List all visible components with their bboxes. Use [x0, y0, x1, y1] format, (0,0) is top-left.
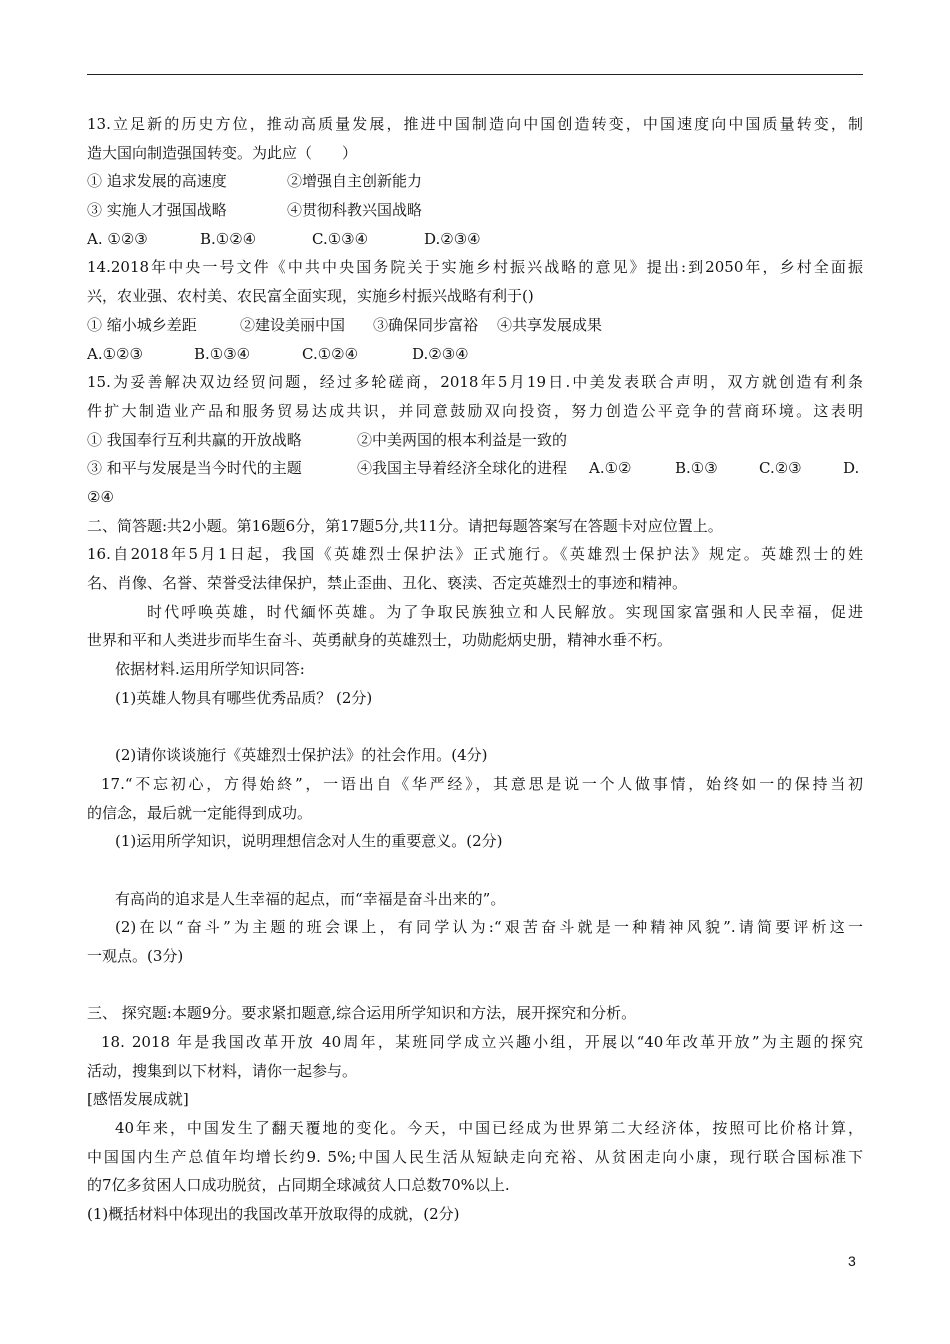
q14-stem-line-1: 14.2018年中央一号文件《中共中央国务院关于实施乡村振兴战略的意见》提出:到2050年，乡村全面振	[87, 258, 863, 277]
q18-material-line-2: 中国国内生产总值年均增长约9. 5%;中国人民生活从短缺走向充裕、从贫困走向小康，现行联合国标准下	[87, 1147, 863, 1166]
q16-sub-question-2: (2)请你谈谈施行《英雄烈士保护法》的社会作用。(4分)	[115, 746, 488, 765]
q14-stem-line-2: 兴，农业强、农村美、农民富全面实现，实施乡村振兴战略有利于()	[87, 287, 534, 306]
q13-option-b: B.①②④	[200, 229, 257, 248]
page-content	[87, 110, 863, 1229]
q17-stem-line-2: 的信念，最后就一定能得到成功。	[87, 803, 313, 822]
page-number: 3	[848, 1253, 856, 1269]
q13-option-d: D.②③④	[424, 229, 481, 248]
q14-statement-1: ① 缩小城乡差距	[87, 315, 197, 334]
section-3-heading: 三、 探究题:本题9分。要求紧扣题意,综合运用所学知识和方法，展开探究和分析。	[87, 1004, 637, 1023]
q17-sub-question-2-line-2: 一观点。(3分)	[87, 946, 184, 965]
q15-stem-line-2: 件扩大制造业产品和服务贸易达成共识，并同意鼓励双向投资，努力创造公平竞争的营商环境。这表明	[87, 401, 863, 420]
q17-sub-question-2-line-1: (2)在以“奋斗”为主题的班会课上，有同学认为:“艰苦奋斗就是一种精神风貌”.请简要评析这一	[115, 918, 863, 937]
q16-stem-line-1: 16.自2018年5月1日起，我国《英雄烈士保护法》正式施行。《英雄烈士保护法》规定。英雄烈士的姓	[87, 545, 863, 564]
q18-material-line-1: 40年来，中国发生了翻天覆地的变化。今天，中国已经成为世界第二大经济体，按照可比价格计算，	[115, 1119, 863, 1138]
q13-stem-line-1: 13.立足新的历史方位，推动高质量发展，推进中国制造向中国创造转变，中国速度向中国质量转变，制	[87, 115, 863, 133]
q13-option-c: C.①③④	[312, 229, 369, 248]
q18-sub-question-1: (1)概括材料中体现出的我国改革开放取得的成就，(2分)	[87, 1205, 460, 1224]
q14-statement-4: ④共享发展成果	[497, 315, 603, 334]
q17-answer-space-2	[87, 971, 863, 1000]
q15-statement-3: ③ 和平与发展是当今时代的主题	[87, 459, 302, 478]
q15-option-c: C.②③	[759, 459, 802, 478]
q14-option-d: D.②③④	[412, 344, 469, 363]
q15-statement-4: ④我国主导着经济全球化的进程	[357, 459, 568, 478]
q17-material: 有高尚的追求是人生幸福的起点，而“幸福是奋斗出来的”。	[115, 889, 506, 908]
q13-option-a: A. ①②③	[87, 229, 148, 248]
q15-statement-2: ②中美两国的根本利益是一致的	[357, 430, 568, 449]
header-rule	[87, 74, 863, 75]
q15-statement-1: ① 我国奉行互利共赢的开放战略	[87, 430, 302, 449]
q14-option-c: C.①②④	[302, 344, 359, 363]
q14-statements	[87, 311, 863, 340]
q14-option-a: A.①②③	[87, 344, 143, 363]
q18-stem-line-2: 活动，搜集到以下材料，请你一起参与。	[87, 1061, 358, 1080]
q16-instruction: 依据材料.运用所学知识同答:	[115, 660, 305, 679]
q13-statement-1: ① 追求发展的高速度	[87, 172, 227, 191]
q18-stem-line-1: 18. 2018 年是我国改革开放 40周年，某班同学成立兴趣小组，开展以“40年改革开放”为主题的探究	[101, 1033, 863, 1051]
q15-option-b: B.①③	[675, 459, 718, 478]
q17-answer-space-1	[87, 856, 863, 885]
q15-statements-row-1	[87, 426, 863, 455]
q14-statement-2: ②建设美丽中国	[240, 315, 346, 334]
q13-statement-4: ④贯彻科教兴国战略	[287, 201, 423, 220]
q13-options	[87, 225, 863, 254]
q16-answer-space-1	[87, 712, 863, 741]
q14-options	[87, 340, 863, 369]
q17-stem-line-1: 17.“不忘初心，方得始終”，一语出自《华严经》，其意思是说一个人做事情，始终如一的保持当初	[101, 774, 863, 793]
q15-option-a: A.①②	[589, 459, 632, 478]
q18-section-tag: [感悟发展成就]	[87, 1090, 189, 1109]
section-2-heading: 二、简答题:共2小题。第16题6分，第17题5分,共11分。请把每题答案写在答题卡对应位置上。	[87, 516, 723, 535]
q13-statements-row-2	[87, 196, 863, 225]
q18-material-line-3: 的7亿多贫困人口成功脱贫，占同期全球减贫人口总数70%以上.	[87, 1176, 510, 1195]
q16-material-line-2: 世界和平和人类进步而毕生奋斗、英勇献身的英雄烈士，功勋彪炳史册，精神水垂不朽。	[87, 631, 673, 650]
q13-stem-line-2: 造大国向制造强国转变。为此应（ ）	[87, 143, 358, 162]
q13-statements-row-1	[87, 167, 863, 196]
q15-option-d-label: D.	[843, 459, 860, 478]
q17-sub-question-1: (1)运用所学知识，说明理想信念对人生的重要意义。(2分)	[115, 832, 503, 851]
q13-statement-3: ③ 实施人才强国战略	[87, 201, 227, 220]
q16-material-line-1: 时代呼唤英雄，时代緬怀英雄。为了争取民族独立和人民解放。实现国家富强和人民幸福，促进	[147, 602, 863, 621]
q16-stem-line-2: 名、肖像、名誉、荣誉受法律保护，禁止歪曲、丑化、亵渎、否定英雄烈士的事迹和精神。	[87, 574, 688, 592]
q15-stem-line-1: 15.为妥善解决双边经贸问题，经过多轮磋商，2018年5月19日.中美发表联合声明，双方就创造有利条	[87, 373, 863, 392]
q15-option-d-value: ②④	[87, 487, 114, 506]
q13-statement-2: ②增强自主创新能力	[287, 172, 423, 191]
q15-statements-row-2	[87, 454, 863, 483]
q14-option-b: B.①③④	[194, 344, 251, 363]
q16-sub-question-1: (1)英雄人物具有哪些优秀品质？ (2分)	[115, 688, 373, 707]
q14-statement-3: ③确保同步富裕	[373, 315, 479, 334]
